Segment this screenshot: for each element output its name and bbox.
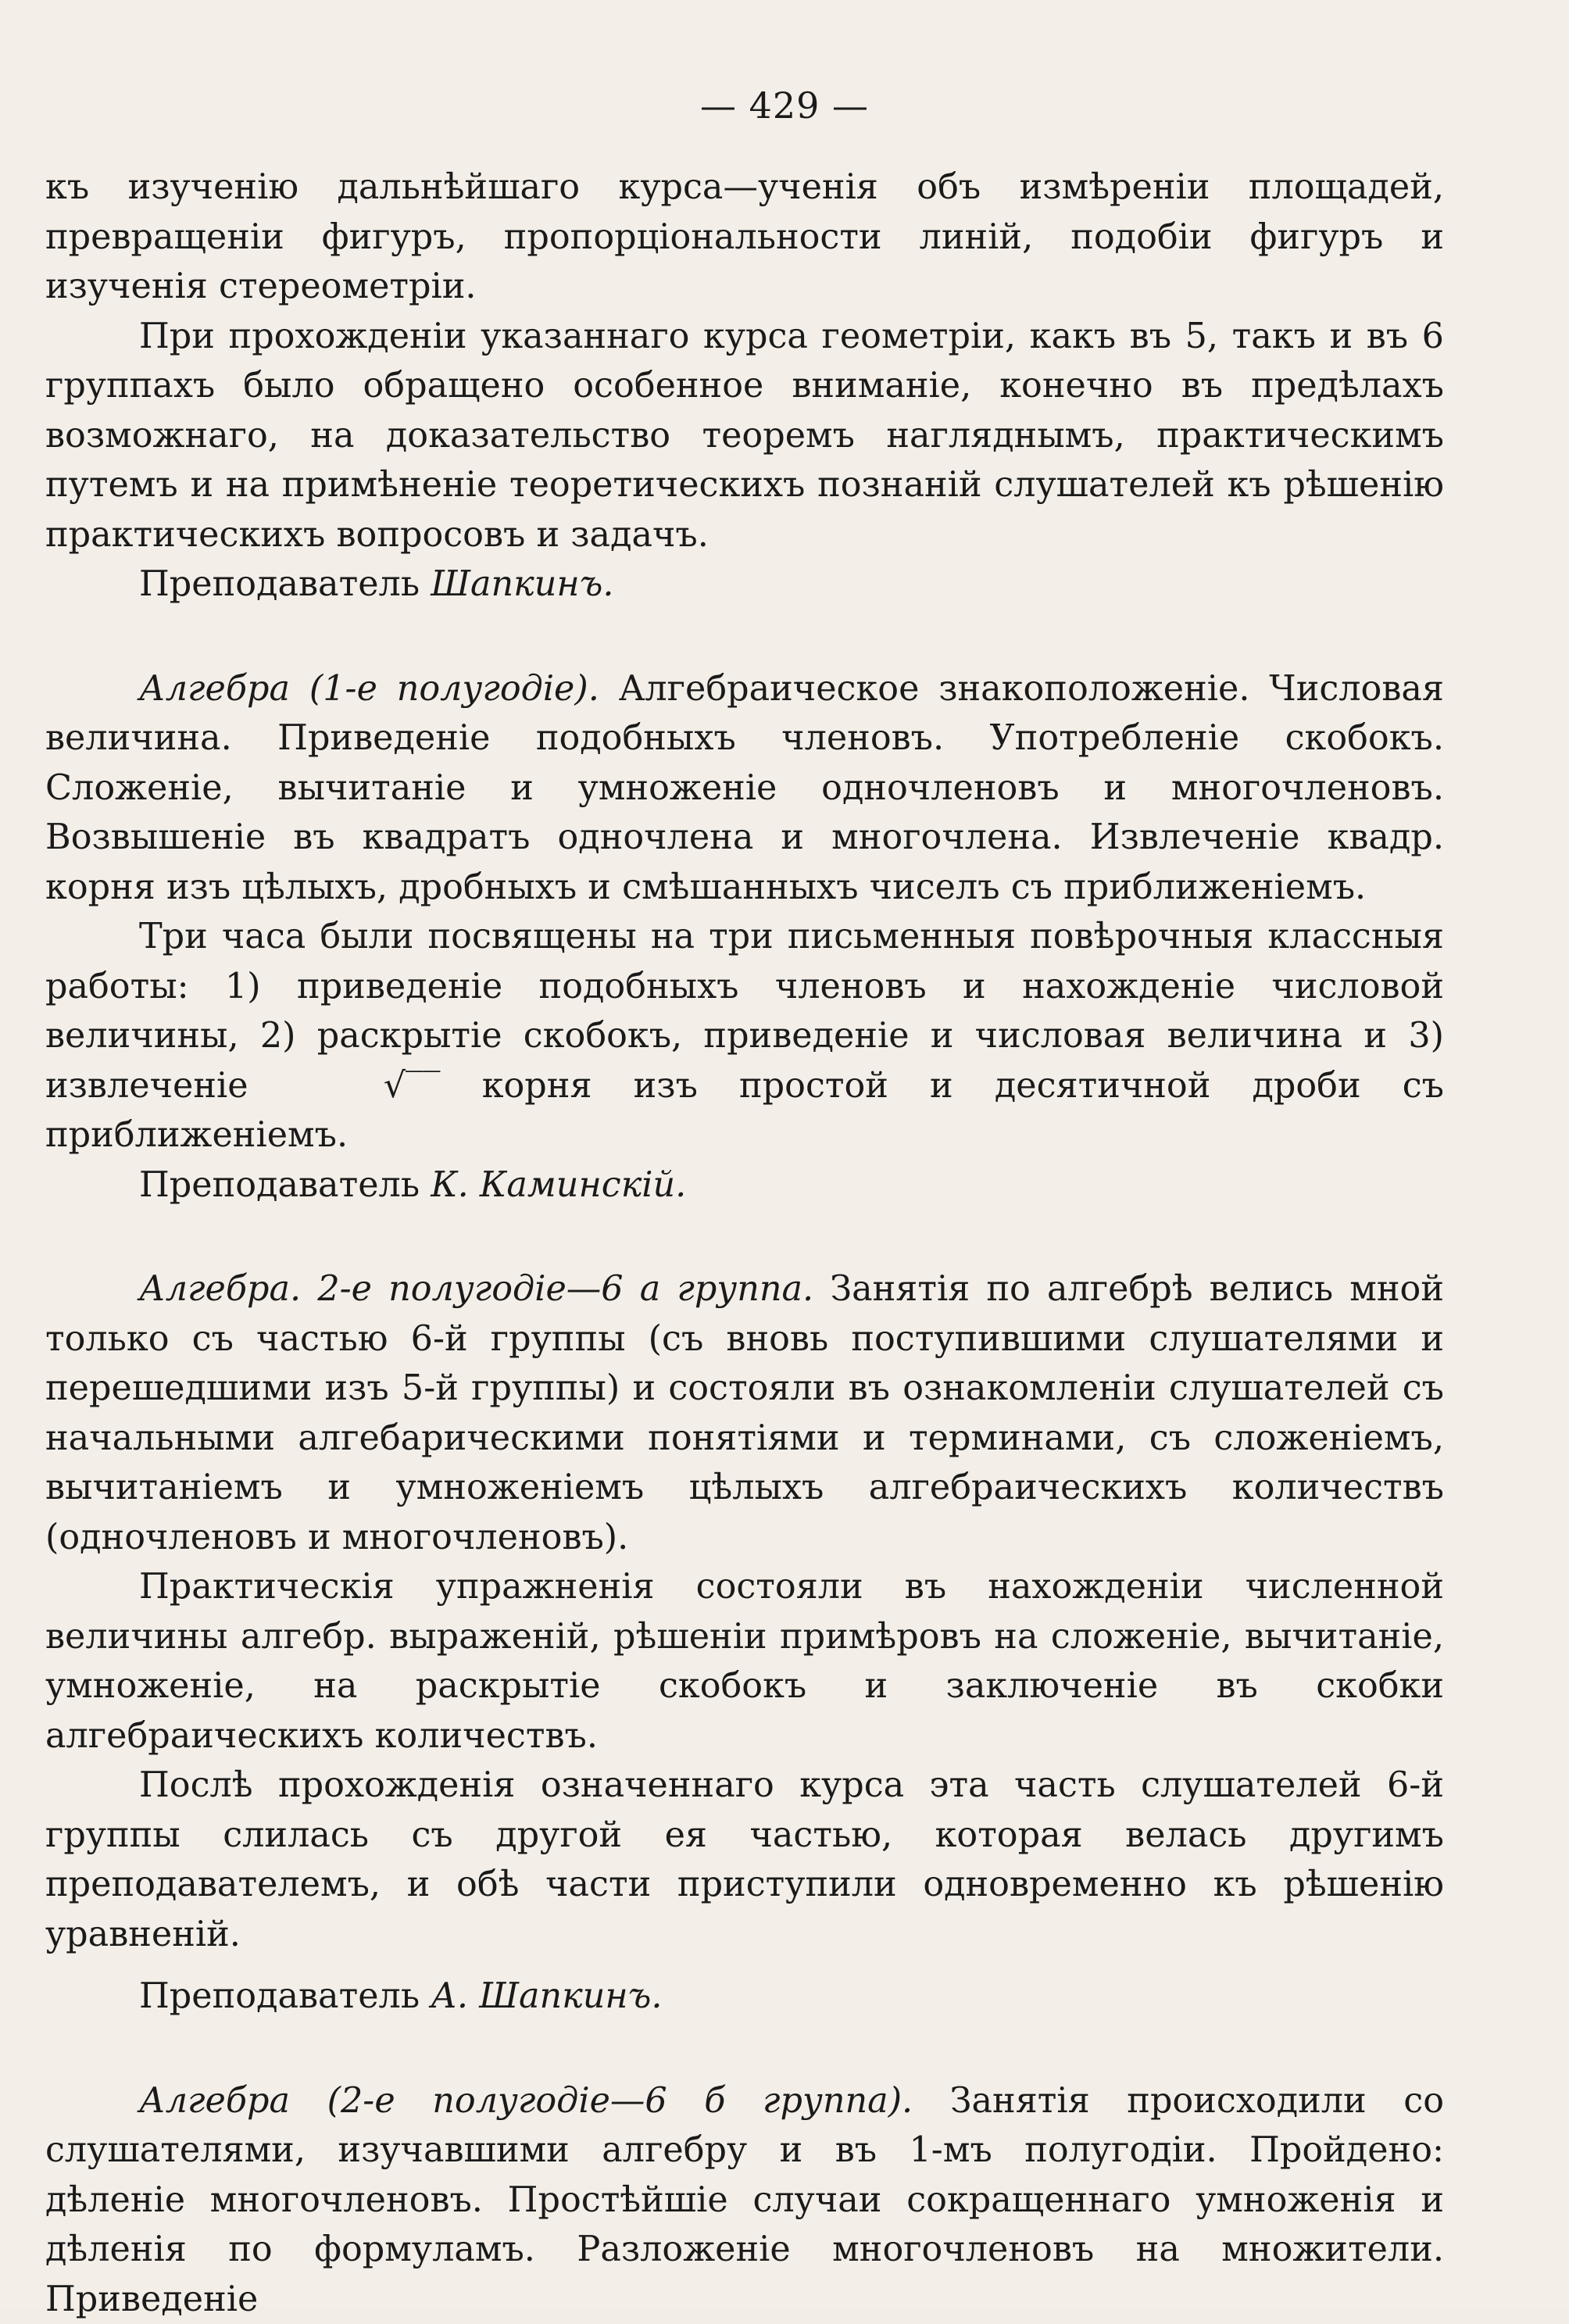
- signature-1-name: Шапкинъ.: [431, 564, 613, 604]
- paragraph-3: [45, 664, 1444, 913]
- paragraph-4: [45, 912, 1444, 1160]
- spacer: [45, 2022, 1444, 2076]
- spacer: [45, 1210, 1444, 1264]
- signature-3: [45, 1972, 1444, 2022]
- spacer: [45, 1959, 1444, 1972]
- signature-2-name: К. Каминскій.: [431, 1165, 686, 1205]
- paragraph-5-heading: Алгебра. 2-е полугодіе—6 а группа.: [139, 1269, 813, 1309]
- spacer: [45, 610, 1444, 664]
- signature-3-name: А. Шапкинъ.: [431, 1976, 662, 2016]
- signature-2: [45, 1160, 1444, 1210]
- signature-3-prefix: Преподаватель: [139, 1976, 420, 2016]
- paragraph-7: Послѣ прохожденія означеннаго курса эта часть слушателей 6-й группы слилась съ другой ея частью, которая велась другимъ преподавателемъ, и обѣ части приступили одновременно къ рѣшенію уравненій.: [45, 1761, 1444, 1959]
- paragraph-4-before: Три часа были посвящены на три письменныя повѣрочныя классныя работы: 1) приведеніе подобныхъ членовъ и нахожденіе числовой величины, 2) раскрытіе скобокъ, приведеніе и числовая величина и 3) извлеченіе: [45, 917, 1444, 1106]
- paragraph-5: [45, 1264, 1444, 1562]
- page-number: — 429 —: [0, 84, 1569, 127]
- sqrt-symbol-icon: √‾‾: [290, 1061, 441, 1111]
- paragraph-8: [45, 2076, 1444, 2324]
- page-text: [45, 163, 1444, 2324]
- paragraph-8-heading: Алгебра (2-е полугодіе—6 б группа).: [139, 2081, 913, 2121]
- paragraph-2: При прохожденіи указаннаго курса геометріи, какъ въ 5, такъ и въ 6 группахъ было обращено особенное вниманіе, конечно въ предѣлахъ возможнаго, на доказательство теоремъ нагляднымъ, практическимъ путемъ и на примѣненіе теоретическихъ познаній слушателей къ рѣшенію практическихъ вопросовъ и задачъ.: [45, 312, 1444, 560]
- paragraph-3-text: Алгебраическое знакоположеніе. Числовая величина. Приведеніе подобныхъ членовъ. Употребленіе скобокъ. Сложеніе, вычитаніе и умноженіе одночленовъ и многочленовъ. Возвышеніе въ квадратъ одночлена и многочлена. Извлеченіе квадр. корня изъ цѣлыхъ, дробныхъ и смѣшанныхъ чиселъ съ приближеніемъ.: [45, 669, 1444, 907]
- signature-1: [45, 560, 1444, 610]
- paragraph-1: къ изученію дальнѣйшаго курса—ученія объ измѣреніи площадей, превращеніи фигуръ, пропорціональности линій, подобіи фигуръ и изученія стереометріи.: [45, 163, 1444, 312]
- signature-2-prefix: Преподаватель: [139, 1165, 420, 1205]
- paragraph-4-after: корня изъ простой и десятичной дроби съ приближеніемъ.: [45, 1066, 1444, 1156]
- paragraph-8-text: Занятія происходили со слушателями, изучавшими алгебру и въ 1-мъ полугодіи. Пройдено: дѣленіе многочленовъ. Простѣйшіе случаи сокращеннаго умноженія и дѣленія по формуламъ. Разложеніе многочленовъ на множители. Приведеніе: [45, 2081, 1444, 2319]
- paragraph-5-text: Занятія по алгебрѣ велись мной только съ частью 6-й группы (съ вновь поступившими слушателями и перешедшими изъ 5-й группы) и состояли въ ознакомленіи слушателей съ начальными алгебарическими понятіями и терминами, съ сложеніемъ, вычитаніемъ и умноженіемъ цѣлыхъ алгебраическихъ количествъ (одночленовъ и многочленовъ).: [45, 1269, 1444, 1557]
- paragraph-6: Практическія упражненія состояли въ нахожденіи численной величины алгебр. выраженій, рѣшеніи примѣровъ на сложеніе, вычитаніе, умноженіе, на раскрытіе скобокъ и заключеніе въ скобки алгебраическихъ количествъ.: [45, 1562, 1444, 1761]
- paragraph-3-heading: Алгебра (1-е полугодіе).: [139, 669, 599, 709]
- signature-1-prefix: Преподаватель: [139, 564, 420, 604]
